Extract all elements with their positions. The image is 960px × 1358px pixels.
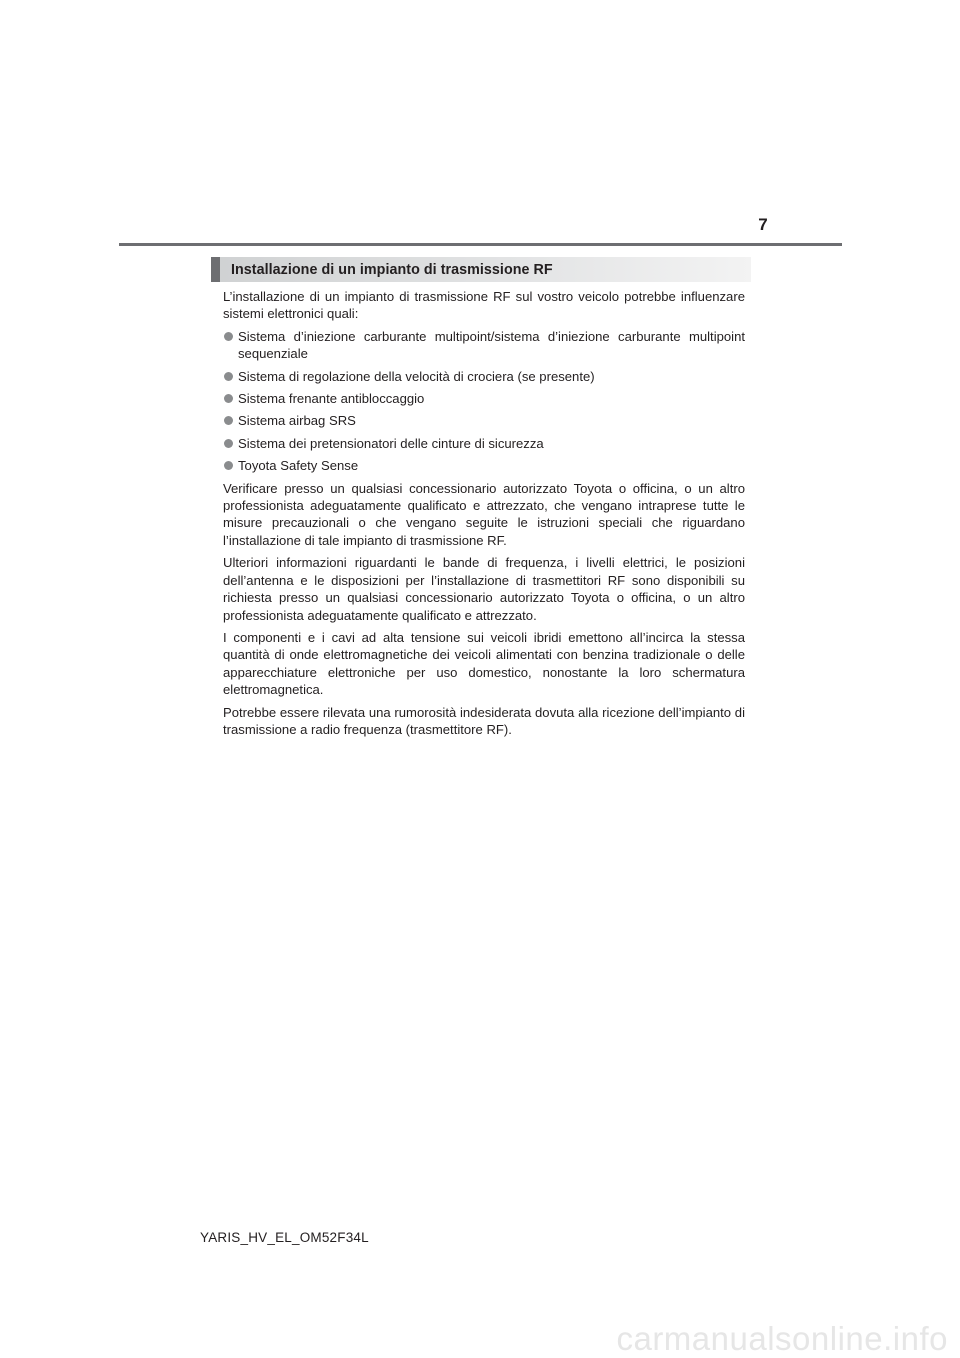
body-paragraph: Verificare presso un qualsiasi concessionario autorizzato Toyota o officina, o un altro professionista adeguatamente qualificato e attrezzato, che vengano intraprese tutte le misure precauzionali o che vengano seguite le istruzioni speciali che riguardano l’installazione di tale impianto di trasmissione RF. [223,480,745,548]
header-rule [119,243,842,246]
section-title: Installazione di un impianto di trasmissione RF [231,261,553,278]
section-heading [211,257,751,282]
list-item-text: Sistema d’iniezione carburante multipoint/sistema d’iniezione carburante multipoint sequenziale [238,328,745,362]
body-paragraph: Ulteriori informazioni riguardanti le bande di frequenza, i livelli elettrici, le posizioni dell’antenna e le disposizioni per l’installazione di trasmettitori RF sono disponibili su richiesta presso un qualsiasi concessionario autorizzato Toyota o officina, o un altro professionista adeguatamente qualificato e attrezzato. [223,555,745,623]
list-item [223,412,745,429]
bullet-icon [224,372,233,381]
list-item-text: Sistema frenante antibloccaggio [238,391,425,407]
list-item [223,368,745,385]
bullet-icon [224,416,233,425]
bullet-icon [224,332,233,341]
bullet-icon [224,461,233,470]
list-item [223,390,745,407]
list-item-text: Sistema airbag SRS [238,413,356,429]
bullet-icon [224,394,233,403]
list-item [223,435,745,452]
body-paragraph: Potrebbe essere rilevata una rumorosità indesiderata dovuta alla ricezione dell’impianto di trasmissione a radio frequenza (trasmettitore RF). [223,704,745,737]
list-item [223,457,745,474]
list-item-text: Sistema dei pretensionatori delle cinture di sicurezza [238,435,544,451]
intro-paragraph: L’installazione di un impianto di trasmissione RF sul vostro veicolo potrebbe influenzare sistemi elettronici quali: [223,289,745,322]
list-item-text: Sistema di regolazione della velocità di crociera (se presente) [238,368,595,384]
watermark: carmanualsonline.info [616,1320,948,1357]
affected-systems-list [223,328,745,475]
footer-document-code: YARIS_HV_EL_OM52F34L [200,1230,369,1245]
list-item-text: Toyota Safety Sense [238,458,359,474]
page-number: 7 [758,215,768,234]
body-paragraph: I componenti e i cavi ad alta tensione sui veicoli ibridi emettono all’incirca la stessa quantità di onde elettromagnetiche dei veicoli alimentati con benzina tradizionale o delle apparecchiature elettroniche per uso domestico, nonostante la loro schermatura elettromagnetica. [223,629,745,698]
list-item [223,328,745,363]
bullet-icon [224,439,233,448]
section-body [223,288,745,743]
